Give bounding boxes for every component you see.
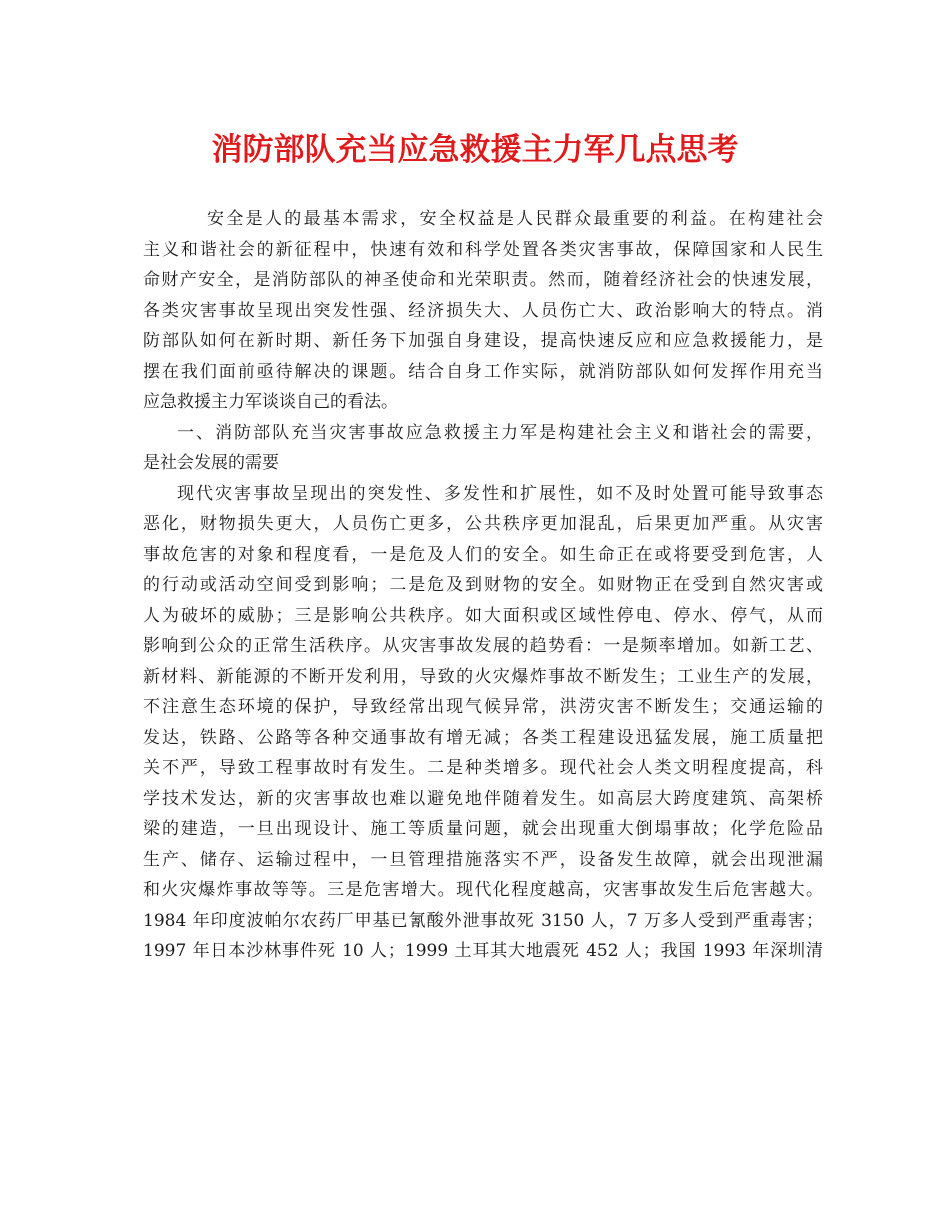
paragraph-line: 现代灾害事故呈现出的突发性、多发性和扩展性，如不及时处置可能导致事态: [177, 483, 823, 504]
paragraph-line: 生产、储存、运输过程中，一旦管理措施落实不严，设备发生故障，就会出现泄漏: [143, 849, 823, 870]
paragraph-line: 各类灾害事故呈现出突发性强、经济损失大、人员伤亡大、政治影响大的特点。消: [143, 300, 823, 321]
paragraph-line: 1984 年印度波帕尔农药厂甲基已氰酸外泄事故死 3150 人，7 万多人受到严重毒害；: [143, 910, 823, 931]
paragraph-line: 的行动或活动空间受到影响；二是危及到财物的安全。如财物正在受到自然灾害或: [143, 575, 823, 595]
paragraph-line: 不注意生态环境的保护，导致经常出现气候异常，洪涝灾害不断发生；交通运输的: [143, 697, 823, 717]
paragraph-line: 命财产安全，是消防部队的神圣使命和光荣职责。然而，随着经济社会的快速发展，: [143, 270, 823, 290]
paragraph-line: 是社会发展的需要: [143, 453, 279, 473]
paragraph-line: 人为破坏的威胁；三是影响公共秩序。如大面积或区域性停电、停水、停气，从而: [143, 605, 823, 626]
document-title: 消防部队充当应急救援主力军几点思考: [211, 132, 739, 168]
paragraph: [143, 479, 823, 967]
paragraph-line: 学技术发达，新的灾害事故也难以避免地伴随着发生。如高层大跨度建筑、高架桥: [143, 788, 823, 809]
paragraph-line: 摆在我们面前亟待解决的课题。结合自身工作实际，就消防部队如何发挥作用充当: [143, 361, 823, 382]
paragraph: [143, 204, 823, 418]
paragraph-line: 1997 年日本沙林事件死 10 人；1999 土耳其大地震死 452 人；我国 1993 年深圳清: [143, 941, 823, 961]
paragraph: [143, 418, 823, 479]
paragraph-line: 应急救援主力军谈谈自己的看法。: [143, 392, 398, 412]
paragraph-line: 安全是人的最基本需求，安全权益是人民群众最重要的利益。在构建社会: [207, 209, 823, 229]
paragraph-line: 梁的建造，一旦出现设计、施工等质量问题，就会出现重大倒塌事故；化学危险品: [143, 819, 823, 839]
paragraph-line: 新材料、新能源的不断开发利用，导致的火灾爆炸事故不断发生；工业生产的发展，: [143, 666, 823, 687]
paragraph-line: 防部队如何在新时期、新任务下加强自身建设，提高快速反应和应急救援能力，是: [143, 331, 823, 351]
paragraph-line: 一、消防部队充当灾害事故应急救援主力军是构建社会主义和谐社会的需要，: [177, 422, 823, 443]
document-body: [143, 204, 823, 967]
paragraph-line: 影响到公众的正常生活秩序。从灾害事故发展的趋势看：一是频率增加。如新工艺、: [143, 636, 823, 656]
paragraph-line: 恶化，财物损失更大，人员伤亡更多，公共秩序更加混乱，后果更加严重。从灾害: [143, 514, 823, 534]
paragraph-line: 关不严，导致工程事故时有发生。二是种类增多。现代社会人类文明程度提高，科: [143, 758, 823, 778]
paragraph-line: 发达，铁路、公路等各种交通事故有增无减；各类工程建设迅猛发展，施工质量把: [143, 727, 823, 748]
paragraph-line: 主义和谐社会的新征程中，快速有效和科学处置各类灾害事故，保障国家和人民生: [143, 239, 823, 260]
paragraph-line: 事故危害的对象和程度看，一是危及人们的安全。如生命正在或将要受到危害，人: [143, 544, 823, 565]
paragraph-line: 和火灾爆炸事故等等。三是危害增大。现代化程度越高，灾害事故发生后危害越大。: [143, 880, 823, 900]
